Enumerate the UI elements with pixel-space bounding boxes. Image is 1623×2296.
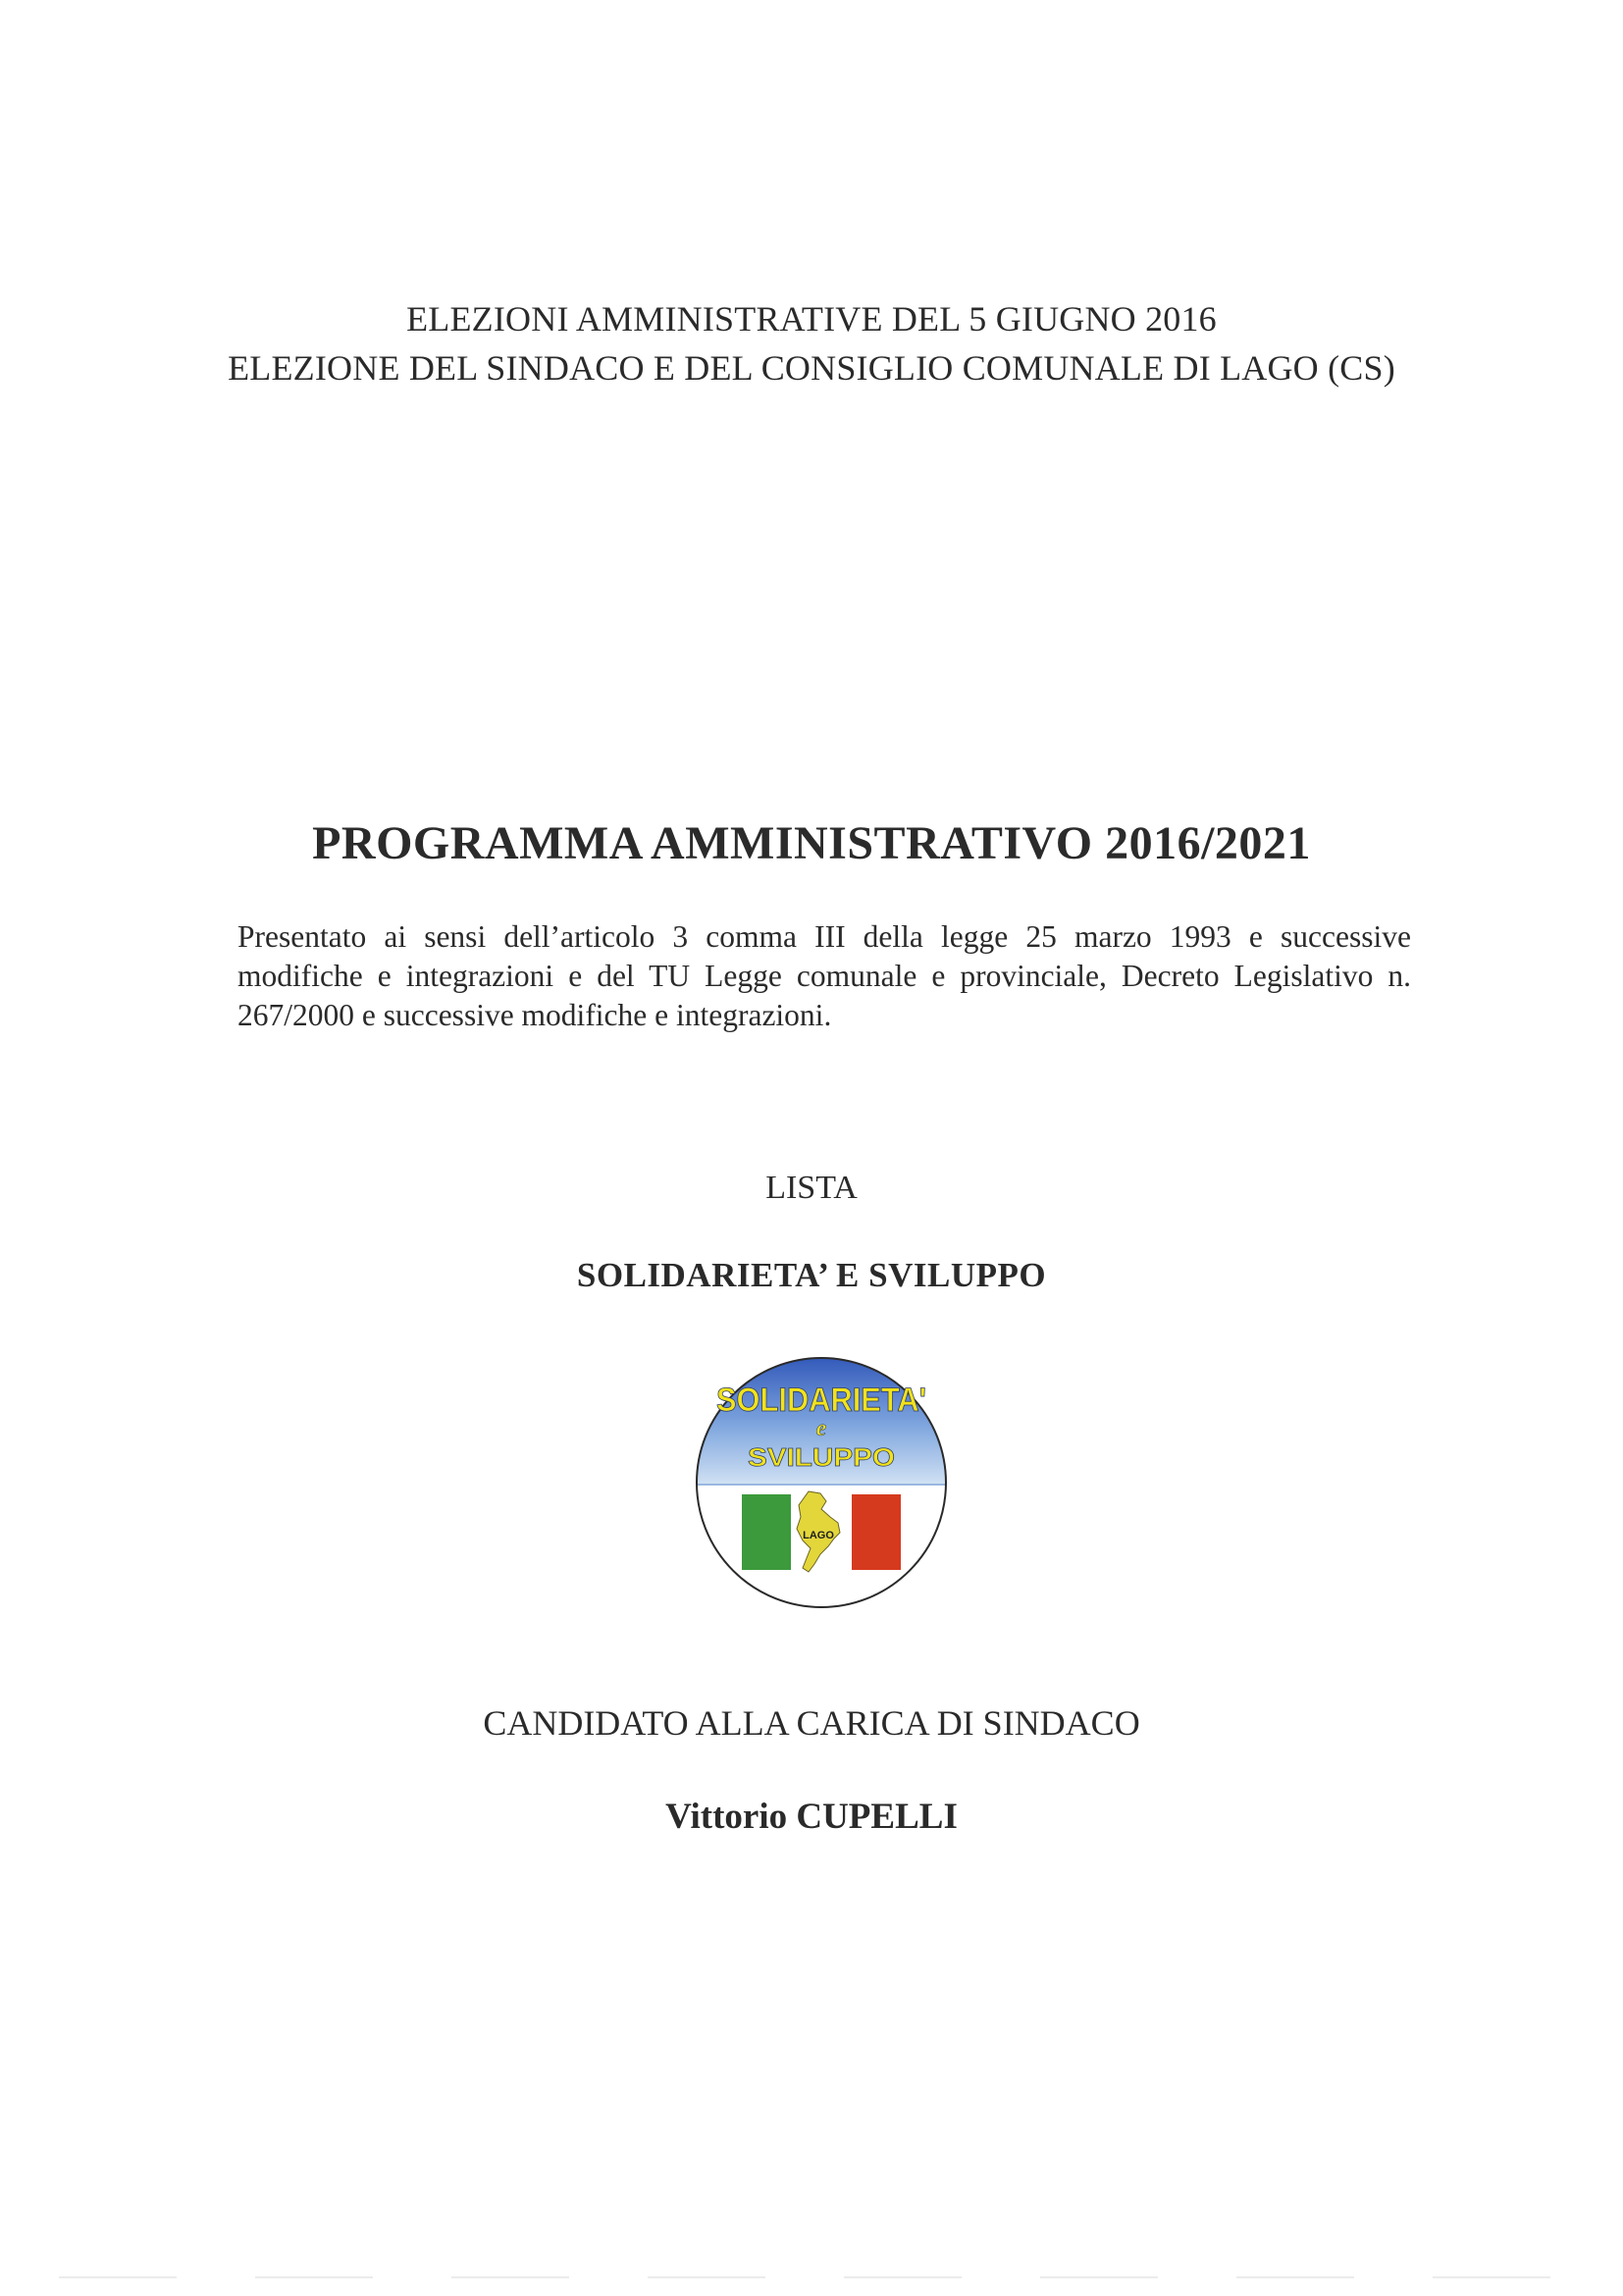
election-header xyxy=(0,294,1623,392)
candidate-name: Vittorio CUPELLI xyxy=(665,1797,958,1837)
flag-green-band xyxy=(742,1494,791,1570)
header-line-2: ELEZIONE DEL SINDACO E DEL CONSIGLIO COMUNALE DI LAGO (CS) xyxy=(228,348,1395,388)
logo-map-label: LAGO xyxy=(803,1530,834,1541)
scan-edge-artifact xyxy=(59,2276,1564,2278)
list-label: LISTA xyxy=(765,1170,858,1206)
logo-text-mid: e xyxy=(815,1416,827,1441)
candidate-label: CANDIDATO ALLA CARICA DI SINDACO xyxy=(483,1703,1140,1743)
header-line-1: ELEZIONI AMMINISTRATIVE DEL 5 GIUGNO 2016 xyxy=(406,299,1217,339)
list-name: SOLIDARIETA’ E SVILUPPO xyxy=(576,1256,1047,1294)
flag-red-band xyxy=(852,1494,901,1570)
intro-paragraph: Presentato ai sensi dell’articolo 3 comma III della legge 25 marzo 1993 e successive modifiche e integrazioni e del TU Legge comunale e provinciale, Decreto Legislativo n. 267/2000 e successive modifiche e integrazioni. xyxy=(237,919,1411,1032)
logo-text-top: SOLIDARIETA' xyxy=(716,1382,926,1419)
logo-text-bottom: SVILUPPO xyxy=(748,1442,895,1472)
program-title: PROGRAMMA AMMINISTRATIVO 2016/2021 xyxy=(312,817,1311,869)
party-logo xyxy=(693,1354,950,1611)
